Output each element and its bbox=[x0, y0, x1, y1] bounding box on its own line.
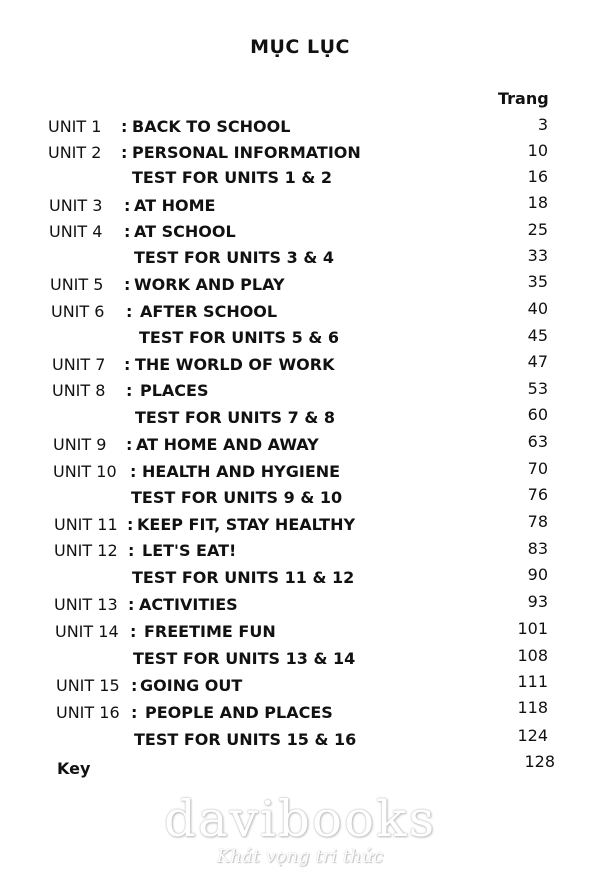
toc-test-title: TEST FOR UNITS 1 & 2 bbox=[132, 168, 332, 187]
toc-separator: : bbox=[128, 595, 135, 614]
toc-test-title: TEST FOR UNITS 15 & 16 bbox=[134, 730, 357, 749]
toc-separator: : bbox=[128, 541, 135, 560]
toc-separator: : bbox=[124, 222, 131, 241]
toc-unit-label: UNIT 6 bbox=[51, 302, 105, 321]
toc-unit-title: KEEP FIT, STAY HEALTHY bbox=[137, 515, 356, 534]
toc-separator: : bbox=[126, 435, 133, 454]
toc-unit-title: PEOPLE AND PLACES bbox=[145, 703, 333, 722]
toc-unit-title: ACTIVITIES bbox=[139, 595, 238, 614]
toc-page-number: 63 bbox=[527, 432, 548, 451]
toc-separator: : bbox=[124, 355, 131, 374]
toc-unit-title: PLACES bbox=[140, 381, 209, 400]
toc-separator: : bbox=[130, 462, 137, 481]
toc-unit-label: UNIT 5 bbox=[50, 275, 104, 294]
toc-page-number: 40 bbox=[527, 299, 548, 318]
toc-separator: : bbox=[124, 275, 131, 294]
toc-test-title: TEST FOR UNITS 11 & 12 bbox=[132, 568, 355, 587]
toc-unit-label: UNIT 4 bbox=[49, 222, 103, 241]
toc-unit-title: HEALTH AND HYGIENE bbox=[142, 462, 341, 481]
toc-page-number: 33 bbox=[527, 246, 548, 265]
toc-unit-title: WORK AND PLAY bbox=[134, 275, 285, 294]
toc-unit-label: UNIT 14 bbox=[55, 622, 119, 641]
toc-page-number: 10 bbox=[527, 141, 548, 160]
toc-unit-title: THE WORLD OF WORK bbox=[135, 355, 335, 374]
page-column-header: Trang bbox=[498, 89, 549, 108]
toc-page-number: 118 bbox=[517, 698, 548, 717]
toc-page-number: 18 bbox=[527, 193, 548, 212]
toc-separator: : bbox=[127, 515, 134, 534]
toc-unit-label: UNIT 12 bbox=[54, 541, 118, 560]
toc-test-title: TEST FOR UNITS 7 & 8 bbox=[135, 408, 335, 427]
toc-unit-title: AT HOME AND AWAY bbox=[136, 435, 319, 454]
toc-page-number: 45 bbox=[527, 326, 548, 345]
toc-test-title: TEST FOR UNITS 3 & 4 bbox=[134, 248, 334, 267]
toc-unit-title: BACK TO SCHOOL bbox=[132, 117, 291, 136]
toc-unit-label: UNIT 13 bbox=[54, 595, 118, 614]
toc-unit-label: UNIT 11 bbox=[54, 515, 118, 534]
toc-unit-label: UNIT 9 bbox=[53, 435, 107, 454]
toc-page-number: 70 bbox=[527, 459, 548, 478]
toc-unit-label: UNIT 7 bbox=[52, 355, 106, 374]
key-page-number: 128 bbox=[524, 752, 555, 771]
toc-page-number: 76 bbox=[527, 485, 548, 504]
page-title: MỤC LỤC bbox=[250, 36, 350, 58]
toc-unit-title: LET'S EAT! bbox=[142, 541, 237, 560]
toc-unit-label: UNIT 1 bbox=[48, 117, 102, 136]
toc-unit-label: UNIT 8 bbox=[52, 381, 106, 400]
toc-unit-label: UNIT 10 bbox=[53, 462, 117, 481]
key-label: Key bbox=[57, 759, 91, 778]
toc-separator: : bbox=[121, 143, 128, 162]
toc-page-number: 101 bbox=[517, 619, 548, 638]
toc-page-number: 90 bbox=[527, 565, 548, 584]
toc-test-title: TEST FOR UNITS 13 & 14 bbox=[133, 649, 356, 668]
toc-page-number: 111 bbox=[517, 672, 548, 691]
toc-separator: : bbox=[131, 703, 138, 722]
toc-page-number: 124 bbox=[517, 726, 548, 745]
watermark-tagline: Khát vọng tri thức bbox=[216, 846, 384, 867]
toc-separator: : bbox=[126, 302, 133, 321]
toc-unit-title: PERSONAL INFORMATION bbox=[132, 143, 361, 162]
toc-separator: : bbox=[124, 196, 131, 215]
toc-separator: : bbox=[121, 117, 128, 136]
toc-separator: : bbox=[126, 381, 133, 400]
toc-page-number: 35 bbox=[527, 272, 548, 291]
toc-unit-title: FREETIME FUN bbox=[144, 622, 276, 641]
toc-test-title: TEST FOR UNITS 9 & 10 bbox=[131, 488, 343, 507]
toc-unit-title: AFTER SCHOOL bbox=[140, 302, 278, 321]
toc-unit-label: UNIT 16 bbox=[56, 703, 120, 722]
toc-page-number: 3 bbox=[537, 115, 548, 134]
toc-unit-label: UNIT 2 bbox=[48, 143, 102, 162]
toc-unit-label: UNIT 3 bbox=[49, 196, 103, 215]
toc-page-number: 78 bbox=[527, 512, 548, 531]
toc-separator: : bbox=[130, 622, 137, 641]
toc-unit-label: UNIT 15 bbox=[56, 676, 120, 695]
toc-page-number: 53 bbox=[527, 379, 548, 398]
toc-page-number: 60 bbox=[527, 405, 548, 424]
toc-test-title: TEST FOR UNITS 5 & 6 bbox=[139, 328, 339, 347]
toc-unit-title: AT HOME bbox=[134, 196, 216, 215]
toc-page-number: 25 bbox=[527, 220, 548, 239]
toc-page-number: 16 bbox=[527, 167, 548, 186]
watermark-brand: davibooks bbox=[163, 790, 437, 848]
toc-unit-title: AT SCHOOL bbox=[134, 222, 236, 241]
toc-page-number: 83 bbox=[527, 539, 548, 558]
toc-page-number: 47 bbox=[527, 352, 548, 371]
toc-page-number: 108 bbox=[517, 646, 548, 665]
toc-separator: : bbox=[131, 676, 138, 695]
toc-page-number: 93 bbox=[527, 592, 548, 611]
toc-unit-title: GOING OUT bbox=[140, 676, 243, 695]
